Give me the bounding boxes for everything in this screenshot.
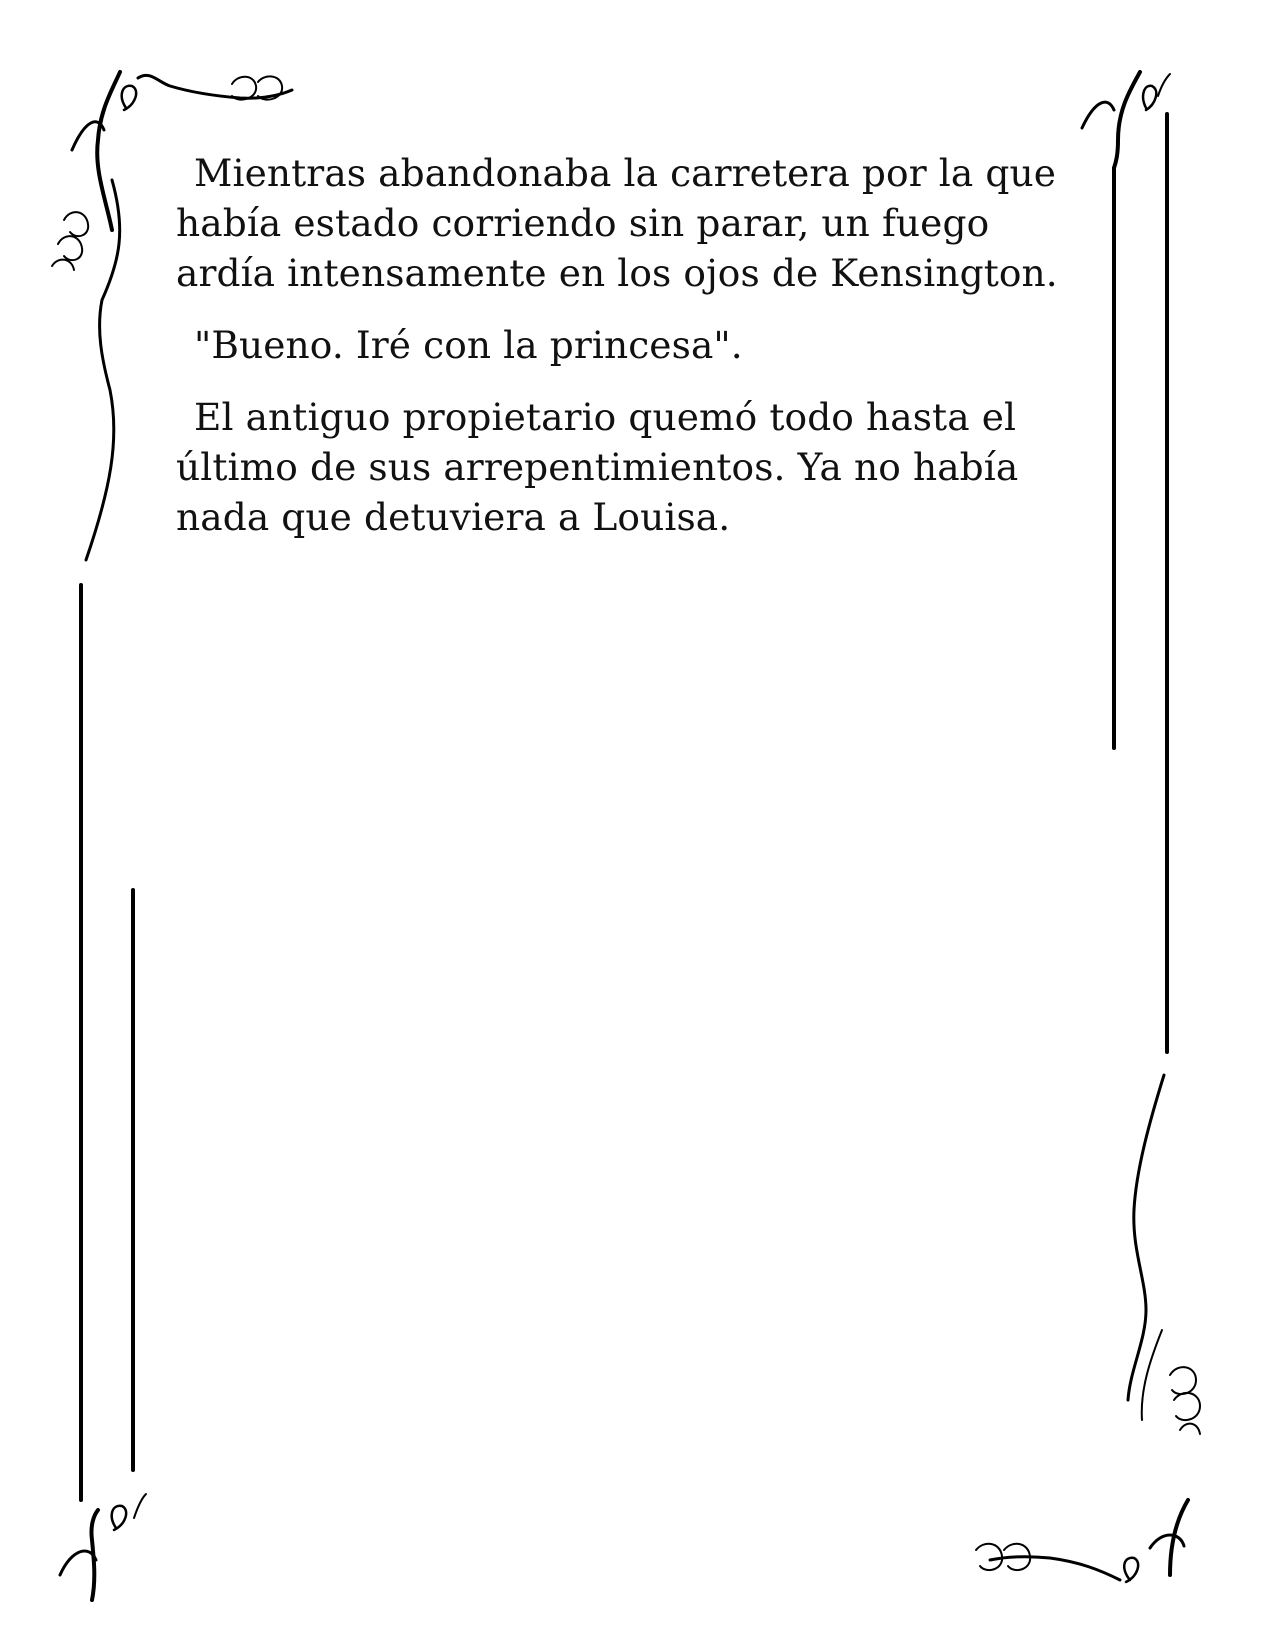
flourish-bottom-left: [60, 1494, 146, 1600]
paragraph-3: El antiguo propietario quemó todo hasta el último de sus arrepentimientos. Ya no había nada que detuviera a Louisa.: [176, 395, 1019, 539]
flourish-top-right: [1082, 72, 1170, 168]
paragraph-1: Mientras abandonaba la carretera por la que había estado corriendo sin parar, un fuego ardía intensamente en los ojos de Kensington.: [176, 151, 1058, 295]
flourish-bottom-right: [976, 1075, 1200, 1582]
body-text: [176, 148, 1076, 564]
paragraph-2: "Bueno. Iré con la princesa".: [194, 323, 743, 367]
